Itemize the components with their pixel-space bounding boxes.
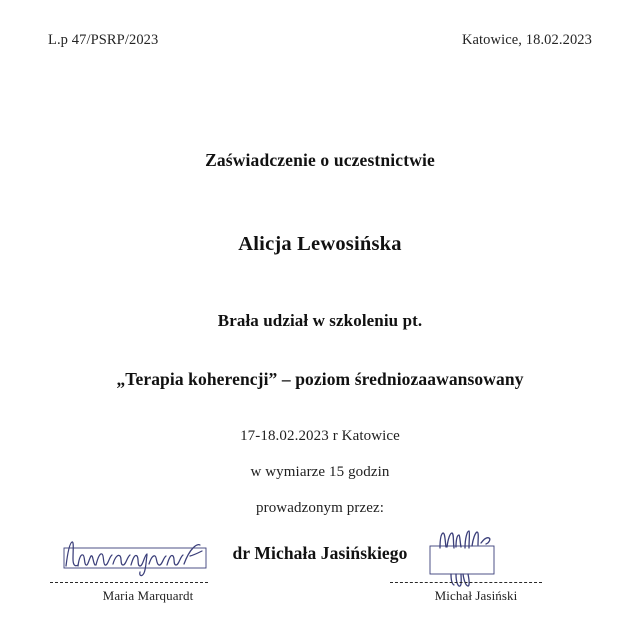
handwritten-signature-icon: [30, 526, 260, 584]
course-date-location: 17-18.02.2023 r Katowice: [240, 428, 400, 444]
attendance-statement: Brała udział w szkoleniu pt.: [217, 311, 423, 330]
trainer-name: dr Michała Jasińskiego: [232, 543, 408, 563]
signature-rule: [50, 582, 208, 583]
course-duration: w wymiarze 15 godzin: [250, 464, 390, 480]
signature-rule: [390, 582, 542, 583]
page-title: Zaświadczenie o uczestnictwie: [205, 150, 435, 170]
place-and-date: Katowice, 18.02.2023: [461, 32, 592, 48]
course-title: „Terapia koherencji” – poziom średniozaawansowany: [116, 369, 524, 389]
reference-number: L.p 47/PSRP/2023: [48, 32, 159, 48]
signature-block-left: [30, 526, 260, 622]
certificate-body: [0, 150, 640, 564]
signatory-name: Maria Marquardt: [102, 588, 194, 603]
conducted-by-label: prowadzonym przez:: [256, 500, 384, 516]
signatory-name: Michał Jasiński: [434, 588, 518, 603]
handwritten-signature-icon: [368, 526, 598, 584]
document-header: [48, 32, 592, 49]
signature-block-right: [368, 526, 598, 622]
participant-name: Alicja Lewosińska: [238, 233, 402, 255]
signature-zone: [0, 526, 640, 622]
